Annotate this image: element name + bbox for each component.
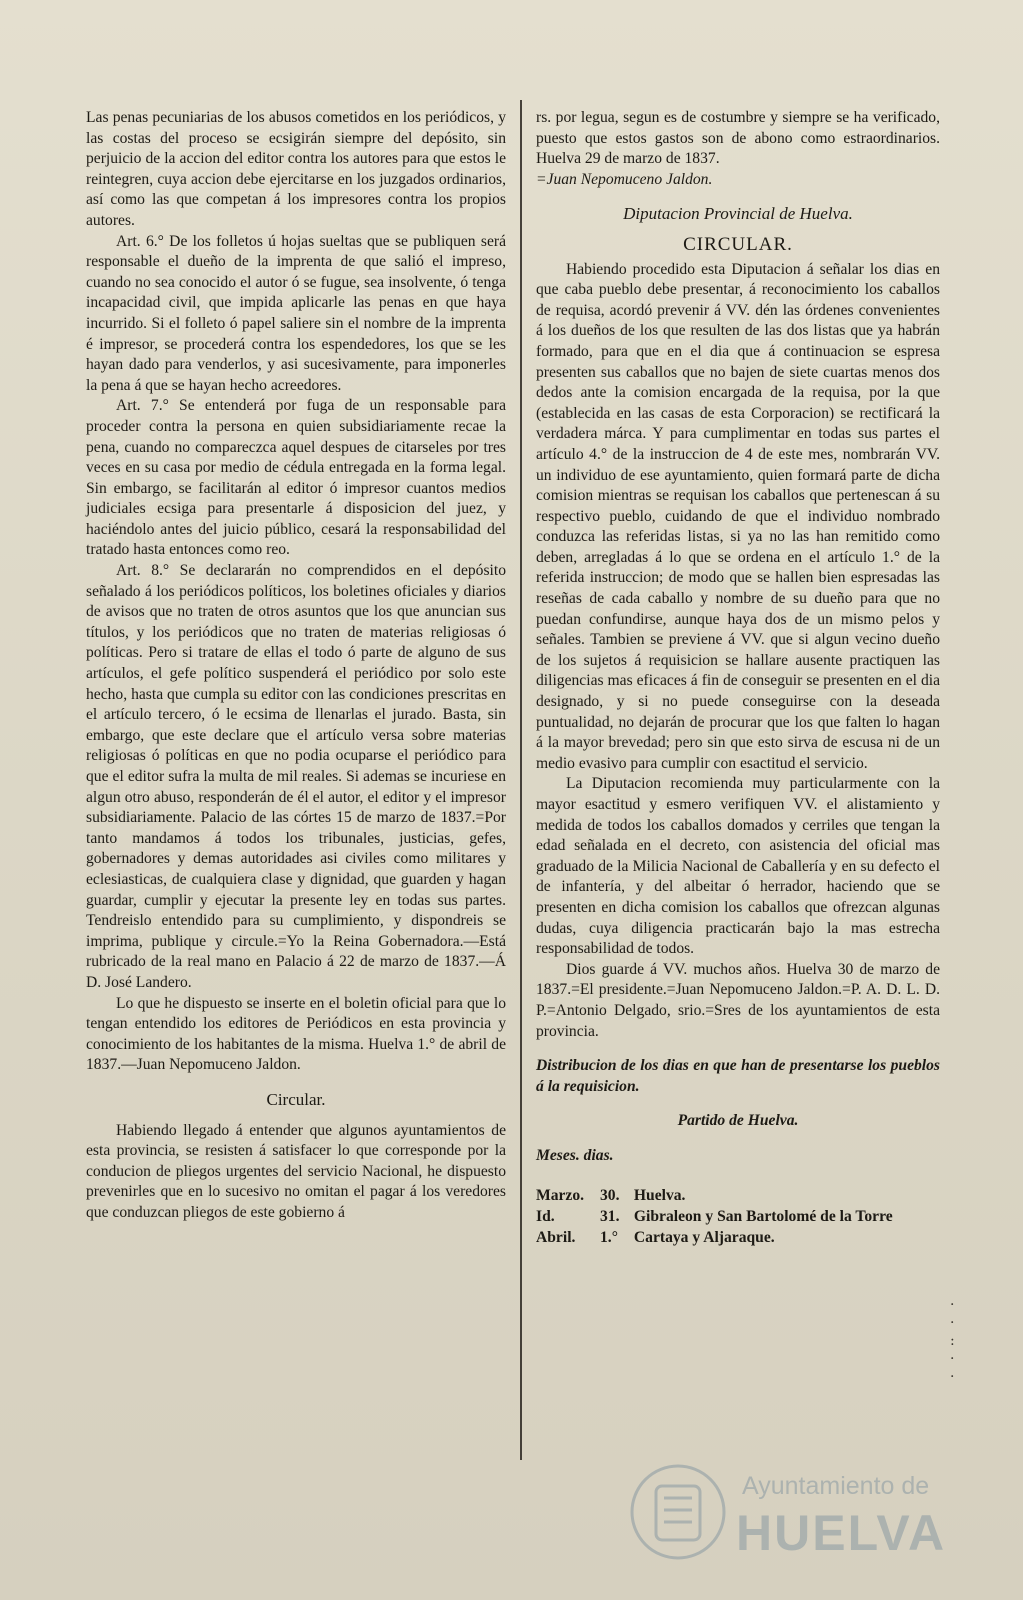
paragraph-continuation: rs. por legua, segun es de costumbre y siempre se ha verificado, puesto que estos gastos son de abono como estraordinarios. Huelva 29 de marzo de 1837. <box>536 109 940 168</box>
watermark-line-1: Ayuntamiento de <box>742 1472 930 1500</box>
schedule-header: Meses. dias. <box>536 1146 614 1164</box>
schedule-month: Marzo. <box>536 1186 585 1204</box>
schedule-towns: Huelva. <box>633 1186 686 1204</box>
city-crest-icon <box>628 1462 728 1562</box>
schedule-list <box>536 1185 940 1248</box>
circular-heading-left: Circular. <box>266 1089 326 1109</box>
right-column <box>536 108 940 1248</box>
paragraph-penas: Las penas pecuniarias de los abusos cometidos en los periódicos, y las costas del proceso se ecsigirán siempre del depósito, sin perjuicio de la accion del editor contra los autores para que estos le reintegren, cuya accion debe ejercitarse en los juzgados ordinarios, así como las que competan á los impresores contra los propios autores. <box>86 109 506 229</box>
distribucion-heading: Distribucion de los dias en que han de presentarse los pueblos á la requisicion. <box>536 1057 940 1095</box>
schedule-day: 31. <box>600 1207 620 1225</box>
column-divider <box>520 100 522 1460</box>
margin-marks: · · : · · <box>950 1297 955 1385</box>
article-6: Art. 6.° De los folletos ú hojas sueltas que se publiquen será responsable el dueño de la imprenta de que salió el impreso, cuando no sea conocido el autor ó se fugue, sea insolvente, ó tenga incapacidad civil, que impida aplicarle las penas en que haya incurrido. Si el folleto ó papel saliere sin el nombre de la imprenta é impresor, se procederá contra los espendedores, los que se les hayan dado para venderlos, y asi sucesivamente, para imponerles la pena á que se hayan hecho acreedores. <box>86 232 506 394</box>
article-7: Art. 7.° Se entenderá por fuga de un responsable para proceder contra la persona en quien subsidiariamente recae la pena, cuando no compareczca aquel despues de citarseles por tres veces en su casa por medio de cédula entregada en la forma legal. Sin embargo, se facilitarán al editor ó impresor cuantos medios judiciales ecsiga para presentarle á disposicion del juez, y haciéndolo antes del juicio público, cesará la responsabilidad del tratado hasta entonces como reo. <box>86 397 506 559</box>
schedule-towns: Gibraleon y San Bartolomé de la Torre <box>633 1207 893 1225</box>
article-8: Art. 8.° Se declararán no comprendidos en el depósito señalado á los periódicos políticos, los boletines oficiales y diarios de avisos que no traten de otros asuntos que los que anuncian sus títulos, y los periódicos que no traten de materias religiosas ó políticas. Pero si tratare de ellas el todo ó parte de alguno de sus artículos, el gefe político suspenderá el periódico por solo este hecho, hasta que cumpla su editor con las condiciones prescritas en el artículo tercero, ó le ecsima de llenarlas el jurado. Basta, sin embargo, que este declare que el artículo versa sobre materias religiosas ó políticas en que no podia ocuparse el periódico para que el editor sufra la multa de mil reales. Si ademas se incuriese en algun otro abuso, responderán de él el autor, el editor y el impresor subsidiariamente. Palacio de las córtes 15 de marzo de 1837.=Por tanto mandamos á todos los tribunales, justicias, gefes, gobernadores y demas autoridades asi civiles como militares y eclesiasticas, de cualquiera clase y dignidad, que guarden y hagan guardar, cumplir y ejecutar la presente ley en todas sus partes. Tendreislo entendido para su cumplimiento, y dispondreis se imprima, publique y circule.=Yo la Reina Gobernadora.—Está rubricado de la real mano en Palacio á 22 de marzo de 1837.—Á D. José Landero. <box>86 562 506 991</box>
paragraph-boletin: Lo que he dispuesto se inserte en el boletin oficial para que lo tengan entendido los editores de Periódicos en esta provincia y conocimiento de los habitantes de la misma. Huelva 1.° de abril de 1837.—Juan Nepomuceno Jaldon. <box>86 994 506 1074</box>
schedule-day: 1.° <box>600 1228 618 1246</box>
circular-paragraph-2: La Diputacion recomienda muy particularmente con la mayor esactitud y esmero verifiquen VV. el alistamiento y medida de todos los caballos domados y cerriles que tengan la edad señalada en el decreto, con asistencia del oficial mas graduado de la Milicia Nacional de Caballería y en su defecto el de infantería, y del albeitar ó herrador, haciendo que se presenten en dicha comision los caballos que ofrezcan algunas dudas, cuya diligencia practicarán bajo la mas estrecha responsabilidad de todos. <box>536 775 940 958</box>
schedule-month: Abril. <box>536 1228 576 1246</box>
schedule-row <box>536 1227 940 1248</box>
circular-heading-right: CIRCULAR. <box>683 233 793 255</box>
schedule-towns: Cartaya y Aljaraque. <box>633 1228 775 1246</box>
watermark-line-2: HUELVA <box>736 1505 947 1561</box>
schedule-month: Id. <box>536 1207 555 1225</box>
signature-jaldon: =Juan Nepomuceno Jaldon. <box>536 170 713 188</box>
circular-paragraph-3: Dios guarde á VV. muchos años. Huelva 30 de marzo de 1837.=El presidente.=Juan Nepomuceno Jaldon.=P. A. D. L. D. P.=Antonio Delgado, srio.=Sres de los ayuntamientos de esta provincia. <box>536 960 940 1040</box>
circular-paragraph-1: Habiendo procedido esta Diputacion á señalar los dias en que caba pueblo debe presentar, á reconocimiento los caballos de requisa, acordó prevenir á VV. dén las órdenes convenientes á los dueños de los que resulten de las dos listas que ya habrán formado, para que en el dia que á continuacion se espresa presenten sus caballos que no bajen de siete cuartas menos dos dedos ante la comision encargada de la requisa, por la que (establecida en las casas de esta Corporacion) se rectificará la verdadera márca. Y para cumplimentar en todas sus partes el artículo 4.° de la instruccion de 4 de este mes, nombrarán VV. un individuo de ese ayuntamiento, quien formará parte de dicha comision mientras se requisan los caballos que pertenescan á su respectivo pueblo, cuidando de que el individuo nombrado conduzca las referidas listas, si ya no las han remitido como deben, arregladas á lo que se ordena en el artículo 1.° de la referida instruccion; de modo que se hallen bien espresadas las reseñas de cada caballo y nombre de su dueño para que no puedan confundirse, aunque haya dos de un mismo pelos y señales. Tambien se previene á VV. que si algun vecino dueño de los sujetos á requisicion se hallare ausente practiquen las diligencias mas eficaces á fin de conseguir se presenten en el dia designado, y si no puede conseguirse con la deseada puntualidad, no dejarán de procurar que los que falten lo hagan á la mayor brevedad; pero sin que esto sirva de escusa ni de un medio evasivo para cumplir con esactitud el servicio. <box>536 260 940 772</box>
left-column <box>86 108 506 1223</box>
diputacion-heading: Diputacion Provincial de Huelva. <box>623 204 853 224</box>
schedule-day: 30. <box>600 1186 620 1204</box>
schedule-row <box>536 1206 940 1227</box>
schedule-row <box>536 1185 940 1206</box>
circular-text-left: Habiendo llegado á entender que algunos ayuntamientos de esta provincia, se resisten á satisfacer lo que corresponde por la conducion de pliegos urgentes del servicio Nacional, he dispuesto prevenirles que en lo sucesivo no omitan el pagar á los veredores que conduzcan pliegos de este gobierno á <box>86 1121 506 1221</box>
watermark-logo <box>628 1458 968 1568</box>
partido-heading: Partido de Huelva. <box>677 1112 799 1130</box>
